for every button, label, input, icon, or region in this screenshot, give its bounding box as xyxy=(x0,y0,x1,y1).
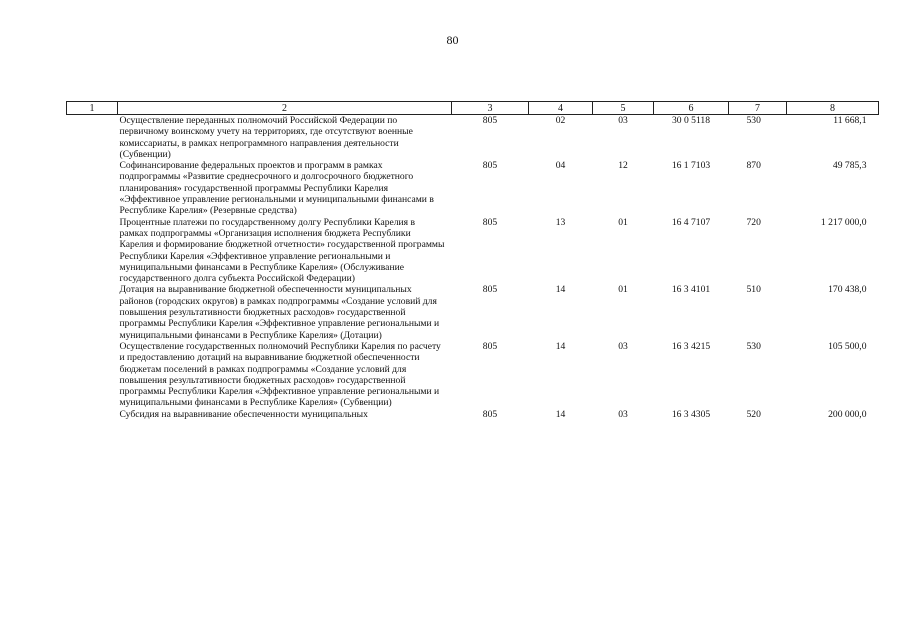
row-code: 805 xyxy=(482,408,498,420)
table-row xyxy=(67,160,879,216)
row-code: 805 xyxy=(482,115,498,126)
column-header-4: 4 xyxy=(529,102,593,115)
row-description: Субсидия на выравнивание обеспеченности муниципальных xyxy=(119,408,368,420)
row-expense-type: 510 xyxy=(746,284,761,296)
row-description: Софинансирование федеральных проектов и программ в рамках подпрограммы «Развитие среднесрочного и долгосрочного бюджетного планирования» государственной программы Республики Карелия «Эффективное управление региональными и муниципальными финансами в Республике Карелия» (Резервные средства) xyxy=(119,160,434,217)
column-header-1: 1 xyxy=(67,102,118,115)
row-target-article: 16 3 4215 xyxy=(671,340,711,352)
budget-table xyxy=(66,101,879,420)
row-subsection: 12 xyxy=(618,160,628,172)
row-code: 805 xyxy=(482,284,498,296)
row-subsection: 03 xyxy=(618,115,628,126)
row-amount: 11 668,1 xyxy=(833,115,867,126)
table-row xyxy=(67,341,879,409)
column-header-8: 8 xyxy=(787,102,879,115)
row-amount: 49 785,3 xyxy=(832,160,867,172)
row-section: 04 xyxy=(555,160,566,172)
table-row xyxy=(67,217,879,285)
page-number: 80 xyxy=(446,33,459,47)
table-row xyxy=(67,284,879,340)
row-target-article: 30 0 5118 xyxy=(671,115,711,126)
row-description: Осуществление государственных полномочий Республики Карелия по расчету и предоставлению дотаций на выравнивание бюджетной обеспеченности бюджетам поселений в рамках подпрограммы «Создание условий для повышения результативности бюджетных расходов» государственной программы Республики Карелия «Эффективное управление региональными и муниципальными финансами в Республике Карелия» (Субвенции) xyxy=(119,340,441,409)
row-expense-type: 870 xyxy=(746,160,761,172)
row-expense-type: 520 xyxy=(746,408,761,420)
row-subsection: 01 xyxy=(618,216,628,228)
row-amount: 200 000,0 xyxy=(828,408,867,420)
row-code: 805 xyxy=(482,340,498,352)
column-header-3: 3 xyxy=(452,102,529,115)
table-row xyxy=(67,409,879,420)
table-header xyxy=(67,102,879,115)
row-subsection: 03 xyxy=(618,408,628,420)
row-amount: 1 217 000,0 xyxy=(820,216,867,228)
column-header-7: 7 xyxy=(729,102,787,115)
row-subsection: 01 xyxy=(618,284,628,296)
row-subsection: 03 xyxy=(618,340,628,352)
header-row xyxy=(67,102,879,115)
row-description: Осуществление переданных полномочий Российской Федерации по первичному воинскому учету на территориях, где отсутствуют военные комиссариаты, в рамках непрограммного направления деятельности (Субвенции) xyxy=(119,115,413,160)
row-section: 13 xyxy=(555,216,566,228)
row-target-article: 16 3 4305 xyxy=(671,408,711,420)
row-expense-type: 530 xyxy=(746,340,761,352)
row-amount: 105 500,0 xyxy=(828,340,867,352)
row-target-article: 16 1 7103 xyxy=(671,160,711,172)
row-section: 14 xyxy=(555,284,566,296)
row-target-article: 16 4 7107 xyxy=(671,216,711,228)
column-header-6: 6 xyxy=(654,102,729,115)
row-code: 805 xyxy=(482,216,498,228)
row-amount: 170 438,0 xyxy=(828,284,867,296)
row-description: Процентные платежи по государственному долгу Республики Карелия в рамках подпрограммы «Организация исполнения бюджета Республики Карелия и формирование бюджетной отчетности» государственной программы Республики Карелия «Эффективное управление региональными и муниципальными финансами в Республике Карелия» (Обслуживание государственного долга субъекта Российской Федерации) xyxy=(119,216,445,285)
row-expense-type: 720 xyxy=(746,216,761,228)
row-section: 14 xyxy=(555,408,566,420)
table-body xyxy=(67,115,879,421)
row-expense-type: 530 xyxy=(746,115,761,126)
row-target-article: 16 3 4101 xyxy=(671,284,711,296)
row-section: 02 xyxy=(555,115,566,126)
column-header-2: 2 xyxy=(118,102,452,115)
column-header-5: 5 xyxy=(593,102,654,115)
row-section: 14 xyxy=(555,340,566,352)
table-row xyxy=(67,115,879,161)
row-description: Дотация на выравнивание бюджетной обеспеченности муниципальных районов (городских округов) в рамках подпрограммы «Создание условий для повышения результативности бюджетных расходов» государственной программы Республики Карелия «Эффективное управление региональными и муниципальными финансами в Республике Карелия» (Дотации) xyxy=(119,284,440,341)
row-code: 805 xyxy=(482,160,498,172)
